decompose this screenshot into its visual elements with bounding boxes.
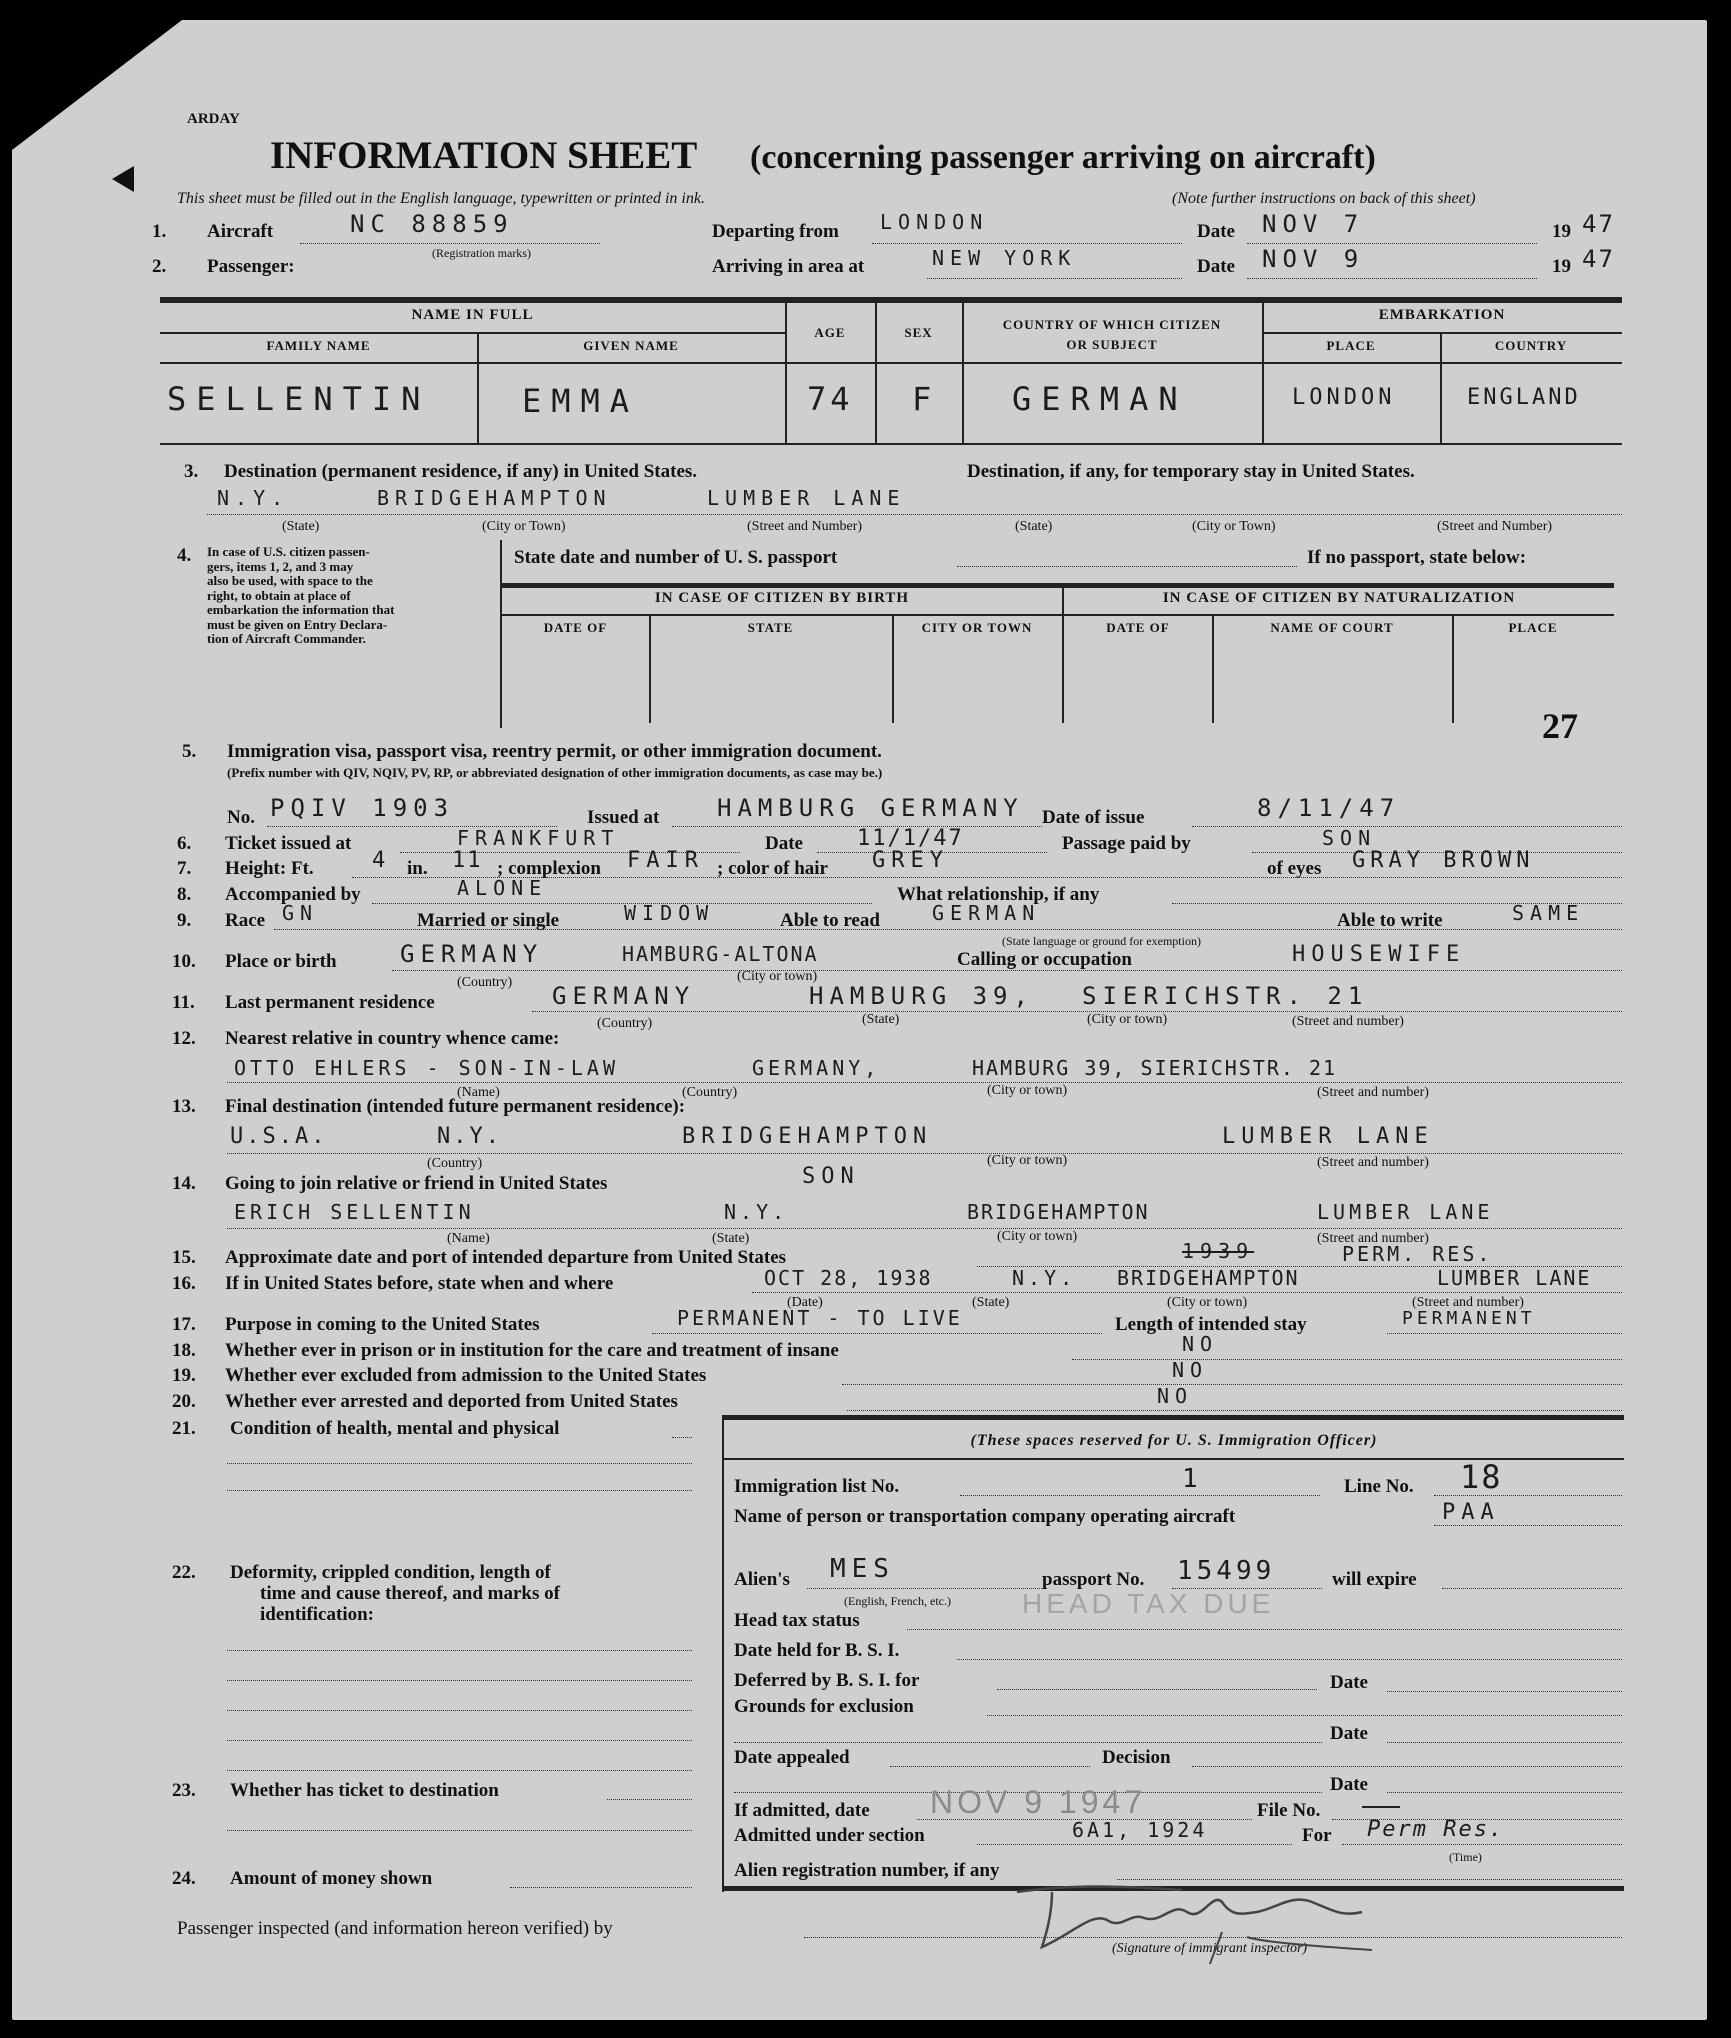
deformity-label [230,1562,695,1625]
table-bottom-rule [160,443,1622,445]
stay-label: Length of intended stay [1115,1314,1307,1335]
for-line [1342,1844,1622,1845]
deported-line [847,1410,1622,1411]
departure-label: Approximate date and port of intended departure from United States [225,1247,787,1268]
officer-box-top [724,1415,1624,1420]
note-line: tion of Aircraft Commander. [207,631,366,646]
item-num: 8. [177,884,192,905]
city-town-header: CITY OR TOWN [921,620,1033,635]
arriving-line [927,278,1182,279]
deferred-date-line [1387,1691,1622,1692]
cap-country: (Country) [457,975,513,990]
note-line: gers, items 1, 2, and 3 may [207,558,354,574]
date-of-issue-line [1192,826,1622,827]
join-relative-value: SON [802,1164,860,1189]
imm-list-line [960,1495,1320,1496]
birthplace-label: Place or birth [225,951,337,972]
excluded-label: Whether ever excluded from admission to the United States [225,1365,707,1386]
deformity-label-line: time and cause thereof, and marks of [260,1583,560,1604]
document-sheet [12,20,1707,2020]
relative-name-value: OTTO EHLERS - SON-IN-LAW [234,1056,619,1080]
passage-paid-label: Passage paid by [1062,833,1191,854]
relationship-label: What relationship, if any [897,884,1100,905]
item-num: 12. [172,1028,196,1049]
departing-label: Departing from [712,221,839,242]
birth-city-value: HAMBURG-ALTONA [622,942,819,966]
alien-label: Alien's [734,1569,790,1590]
item-num: 15. [172,1247,196,1268]
item-num: 2. [152,256,167,277]
table-top-border [160,297,1622,303]
col-divider [875,302,877,443]
deferred-bsi-line [997,1689,1317,1690]
deported-value: NO [1157,1384,1194,1408]
item-num: 5. [182,741,197,762]
imm-list-label: Immigration list No. [734,1476,900,1497]
departure-struck: 1939 [1182,1239,1255,1263]
relative-city-value: HAMBURG 39, SIERICHSTR. 21 [972,1056,1338,1080]
item-num: 4. [177,545,192,566]
aircraft-value: NC 88859 [350,210,514,238]
expire-label: will expire [1332,1569,1417,1590]
issued-at-value: HAMBURG GERMANY [717,794,1024,822]
cap-street: (Street and number) [1412,1295,1524,1310]
arr-date-label: Date [1197,256,1235,277]
destination-city: BRIDGEHAMPTON [377,486,612,510]
decision-label: Decision [1102,1747,1171,1768]
time-caption: (Time) [1449,1850,1482,1864]
company-label: Name of person or transportation company operating aircraft [734,1506,1236,1527]
citizen-table-rule [502,614,1614,616]
write-value: SAME [1512,901,1585,925]
grounds-label: Grounds for exclusion [734,1696,914,1717]
purpose-line [652,1333,1102,1334]
ticket-date-label: Date [765,833,803,854]
friend-state: N.Y. [724,1200,789,1224]
item-num: 13. [172,1096,196,1117]
family-name-value: SELLENTIN [167,380,431,418]
torn-corner [12,20,182,150]
passenger-label: Passenger: [207,256,295,277]
ticket-label: Ticket issued at [225,833,352,854]
cap-date: (Date) [787,1295,823,1310]
note-line: In case of U.S. citizen passen- [207,544,370,559]
emb-country-value: ENGLAND [1467,385,1581,410]
join-relative-label: Going to join relative or friend in United States [225,1173,608,1194]
country-header: COUNTRY [1494,338,1568,353]
height-ft-value: 4 [372,848,392,873]
previous-stay-label: If in United States before, state when and where [225,1273,614,1294]
item-num: 7. [177,858,192,879]
sex-value: F [912,380,942,418]
final-state: N.Y. [437,1124,502,1149]
immigration-doc-sub: (Prefix number with QIV, NQIV, PV, RP, or abbreviated designation of other immigration documents, as case may be.) [227,765,883,780]
birth-country-value: GERMANY [400,940,544,968]
health-line [672,1437,692,1438]
title-main: INFORMATION SHEET [270,134,698,177]
prev-date: OCT 28, 1938 [764,1266,933,1290]
friend-street: LUMBER LANE [1317,1200,1494,1224]
date-of-header: DATE OF [543,620,608,635]
officer-header: (These spaces reserved for U. S. Immigration Officer) [970,1432,1378,1449]
destination-state: N.Y. [217,486,290,510]
deformity-line [227,1650,692,1651]
head-tax-line [907,1629,1622,1630]
doc-no-value: PQIV 1903 [270,794,455,822]
eyes-value: GRAY BROWN [1352,848,1535,873]
cap-state: (State) [972,1295,1010,1310]
read-value: GERMAN [932,901,1041,925]
head-tax-label: Head tax status [734,1610,860,1631]
arr-date-value: NOV 9 [1262,245,1365,273]
item-num: 18. [172,1340,196,1361]
item-num: 10. [172,951,196,972]
line-no-label: Line No. [1344,1476,1414,1497]
col-divider [785,302,787,443]
final-country: U.S.A. [230,1124,328,1149]
cap-street: (Street and number) [1317,1155,1429,1170]
last-residence-label: Last permanent residence [225,992,435,1013]
note-line: right, to obtain at place of [207,587,351,603]
deformity-line [227,1740,692,1741]
age-header: AGE [814,325,846,340]
complexion-label: ; complexion [497,858,601,879]
sex-header: SEX [904,325,933,340]
arr-date-line [1247,278,1537,279]
cap-city: (City or town) [1087,1012,1168,1027]
inspected-label: Passenger inspected (and information hereon verified) by [177,1918,613,1939]
cap-street: (Street and Number) [1437,519,1553,534]
stay-line [1387,1333,1622,1334]
deformity-label-line: identification: [260,1604,374,1625]
excluded-value: NO [1172,1358,1209,1382]
name-of-court-header: NAME OF COURT [1270,620,1394,635]
departing-line [872,243,1182,244]
cap-name: (Name) [457,1085,500,1100]
deformity-line [227,1710,692,1711]
decision-date-label: Date [1330,1774,1368,1795]
page-number: 27 [1542,706,1578,746]
passport-line [957,566,1297,567]
for-label: For [1302,1825,1332,1846]
friend-name: ERICH SELLENTIN [234,1200,475,1224]
cap-city: (City or town) [987,1153,1068,1168]
immigration-doc-label: Immigration visa, passport visa, reentry permit, or other immigration document. [227,741,882,762]
ticket-destination-line [227,1830,692,1831]
appealed-line [890,1766,1090,1767]
title-sub: (concerning passenger arriving on aircraft) [750,139,1376,176]
cap-street: (Street and number) [1292,1014,1404,1029]
item-num: 1. [152,221,167,242]
emb-place-value: LONDON [1292,385,1396,410]
race-label: Race [225,910,266,931]
prison-value: NO [1182,1332,1219,1356]
race-value: GN [282,901,319,925]
excluded-line [842,1384,1622,1385]
note-line: also be used, with space to the [207,573,373,588]
cap-street: (Street and number) [1317,1231,1429,1246]
height-label: Height: Ft. [225,858,314,879]
place-header: PLACE [1326,338,1376,353]
for-value: Perm Res. [1367,1817,1505,1842]
final-destination-label: Final destination (intended future permanent residence): [225,1096,686,1117]
file-no-label: File No. [1257,1800,1321,1821]
height-in-label: in. [407,858,428,879]
item-num: 17. [172,1314,196,1335]
given-name-value: EMMA [522,382,640,420]
departure-value: PERM. RES. [1342,1242,1493,1266]
item-num: 11. [172,992,195,1013]
complexion-value: FAIR [627,848,704,873]
cap-street: (Street and number) [1317,1085,1429,1100]
cap-country: (Country) [427,1156,483,1171]
alien-caption: (English, French, etc.) [844,1594,951,1608]
date-of-issue-value: 8/11/47 [1257,794,1401,822]
item-num: 22. [172,1562,196,1583]
admitted-date-label: If admitted, date [734,1800,870,1821]
held-bsi-line [957,1659,1622,1660]
officer-box-left [722,1415,724,1892]
dep-date-value: NOV 7 [1262,210,1365,238]
hair-label: ; color of hair [717,858,828,879]
ticket-destination-label: Whether has ticket to destination [230,1780,499,1801]
cap-state: (State) [1015,519,1053,534]
ticket-destination-line [607,1799,692,1800]
item-num: 20. [172,1391,196,1412]
or-subject-header: OR SUBJECT [1066,337,1158,352]
last-residence-line [532,1011,1622,1012]
cap-state: (State) [712,1231,750,1246]
no-passport-label: If no passport, state below: [1307,547,1527,568]
cap-city: (City or town) [987,1083,1068,1098]
file-no-strike [1362,1806,1400,1808]
destination-street: LUMBER LANE [707,486,906,510]
company-line [1434,1525,1622,1526]
nat-header: IN CASE OF CITIZEN BY NATURALIZATION [1162,590,1516,606]
prev-city: BRIDGEHAMPTON [1117,1266,1300,1290]
stay-value: PERMANENT [1402,1308,1536,1329]
ticket-date-value: 11/1/47 [857,826,964,851]
final-city: BRIDGEHAMPTON [682,1124,933,1149]
language-caption: (State language or ground for exemption) [1002,934,1201,948]
issued-at-label: Issued at [587,807,660,828]
dep-date-label: Date [1197,221,1235,242]
nearest-relative-label: Nearest relative in country whence came: [225,1028,560,1049]
temp-destination-label: Destination, if any, for temporary stay in United States. [967,461,1415,482]
alien-passport-label: passport No. [1042,1569,1145,1590]
grounds-line [987,1715,1622,1716]
accompanied-value: ALONE [457,876,548,900]
name-in-full-header: NAME IN FULL [411,307,534,323]
country-citizen-header: COUNTRY OF WHICH CITIZEN [1002,317,1222,332]
arriving-label: Arriving in area at [712,256,865,277]
item-num: 6. [177,833,192,854]
prison-line [1072,1359,1622,1360]
alien-passport-value: 15499 [1177,1556,1276,1586]
cap-city: (City or Town) [1192,519,1276,534]
cap-country: (Country) [597,1016,653,1031]
write-label: Able to write [1337,910,1443,931]
cap-city: (City or town) [997,1229,1078,1244]
instructions-right: (Note further instructions on back of this sheet) [1172,190,1476,207]
deformity-label-line: Deformity, crippled condition, length of [230,1562,551,1583]
relative-country-value: GERMANY, [752,1056,881,1080]
birth-header: IN CASE OF CITIZEN BY BIRTH [654,590,910,606]
eyes-label: of eyes [1267,858,1322,879]
grounds-date-line [1387,1742,1622,1743]
date-of-issue-label: Date of issue [1042,807,1145,828]
reg-caption: (Registration marks) [432,246,531,260]
cap-city: (City or town) [1167,1295,1248,1310]
embarkation-header: EMBARKATION [1378,307,1506,323]
note-line: must be given on Entry Declara- [207,616,388,632]
passage-paid-value: SON [1322,826,1377,850]
item-num: 24. [172,1868,196,1889]
cap-country: (Country) [682,1085,738,1100]
item-num: 23. [172,1780,196,1801]
item-num: 16. [172,1273,196,1294]
instructions-left: This sheet must be filled out in the English language, typewritten or printed in ink. [177,190,705,207]
occupation-value: HOUSEWIFE [1292,942,1466,967]
item-num: 21. [172,1418,196,1439]
deformity-line [227,1770,692,1771]
section-value: 6A1, 1924 [1072,1818,1208,1842]
imm-list-value: 1 [1182,1464,1204,1494]
arr-year-prefix: 19 [1552,256,1571,277]
section-label: Admitted under section [734,1825,925,1846]
friend-city: BRIDGEHAMPTON [967,1200,1150,1224]
ticket-value: FRANKFURT [457,826,620,850]
head-tax-stamp: HEAD TAX DUE [1022,1588,1275,1619]
arriving-value: NEW YORK [932,246,1077,270]
deported-label: Whether ever arrested and deported from United States [225,1391,678,1412]
prison-label: Whether ever in prison or in institution for the care and treatment of insane [225,1340,839,1361]
cap-city: (City or town) [737,969,818,984]
grounds-line-2 [734,1742,1322,1743]
aircraft-label: Aircraft [207,221,274,242]
grounds-date-label: Date [1330,1723,1368,1744]
prev-street: LUMBER LANE [1437,1266,1592,1290]
accompanied-label: Accompanied by [225,884,361,905]
name-header-rule [160,332,785,334]
table-header-rule [160,362,1622,364]
item-num: 19. [172,1365,196,1386]
alien-line [807,1588,1042,1589]
doc-no-label: No. [227,807,255,828]
corner-label: ARDAY [187,111,240,127]
arr-year-value: 47 [1582,245,1615,273]
married-label: Married or single [417,910,560,931]
alien-value: MES [830,1554,895,1584]
place-header: PLACE [1508,620,1558,635]
deferred-date-label: Date [1330,1672,1368,1693]
state-header: STATE [747,620,794,635]
item4-note [207,545,394,647]
cap-street: (Street and Number) [747,519,863,534]
departing-value: LONDON [880,210,989,234]
signature-caption: (Signature of immigrant inspector) [1112,1941,1308,1956]
dep-date-line [1247,243,1537,244]
citizen-value: GERMAN [1012,380,1188,418]
held-bsi-label: Date held for B. S. I. [734,1640,900,1661]
dep-year-value: 47 [1582,210,1615,238]
purpose-label: Purpose in coming to the United States [225,1314,540,1335]
company-value: PAA [1442,1500,1500,1525]
height-in-value: 11 [452,848,483,873]
purpose-value: PERMANENT - TO LIVE [677,1306,963,1330]
passport-label: State date and number of U. S. passport [514,547,838,568]
age-value: 74 [807,380,854,418]
last-res-city: SIERICHSTR. 21 [1082,982,1369,1010]
deferred-bsi-label: Deferred by B. S. I. for [734,1670,920,1691]
cap-name: (Name) [447,1231,490,1246]
decision-line [1192,1766,1622,1767]
occupation-label: Calling or occupation [957,949,1132,970]
expire-line [1442,1588,1622,1589]
given-name-header: GIVEN NAME [583,338,679,353]
item-num: 9. [177,910,192,931]
birthplace-line [392,970,1622,971]
line-no-value: 18 [1460,1458,1503,1496]
dep-year-prefix: 19 [1552,221,1571,242]
note-line: embarkation the information that [207,602,395,617]
item-num: 3. [184,461,199,482]
arrow-mark-icon [112,166,134,192]
embark-header-rule [1262,332,1622,334]
decision-date-line [1387,1792,1622,1793]
cap-city: (City or Town) [482,519,566,534]
married-value: WIDOW [624,901,715,925]
health-line [227,1463,692,1464]
item-num: 14. [172,1173,196,1194]
inspector-signature-icon [1012,1872,1432,1967]
date-of-header: DATE OF [1106,620,1170,635]
citizen-table-top [502,583,1614,588]
appealed-label: Date appealed [734,1747,850,1768]
cap-state: (State) [862,1012,900,1027]
cap-state: (State) [282,519,320,534]
deformity-line [227,1680,692,1681]
last-res-state: HAMBURG 39, [809,982,1034,1010]
health-label: Condition of health, mental and physical [230,1418,560,1439]
destination-label: Destination (permanent residence, if any) in United States. [224,461,698,482]
accompanied-line [372,903,872,904]
read-label: Able to read [780,910,880,931]
prev-state: N.Y. [1012,1266,1077,1290]
destination-line [207,514,1622,515]
alien-reg-label: Alien registration number, if any [734,1860,1000,1881]
admitted-date-stamp: NOV 9 1947 [930,1784,1147,1820]
last-res-country: GERMANY [552,982,696,1010]
race-line [274,929,1622,930]
family-name-header: FAMILY NAME [266,338,371,353]
money-line [510,1887,692,1888]
money-label: Amount of money shown [230,1868,433,1889]
section-line [977,1844,1292,1845]
hair-value: GREY [872,848,949,873]
health-line [227,1490,692,1491]
final-street: LUMBER LANE [1222,1124,1434,1149]
